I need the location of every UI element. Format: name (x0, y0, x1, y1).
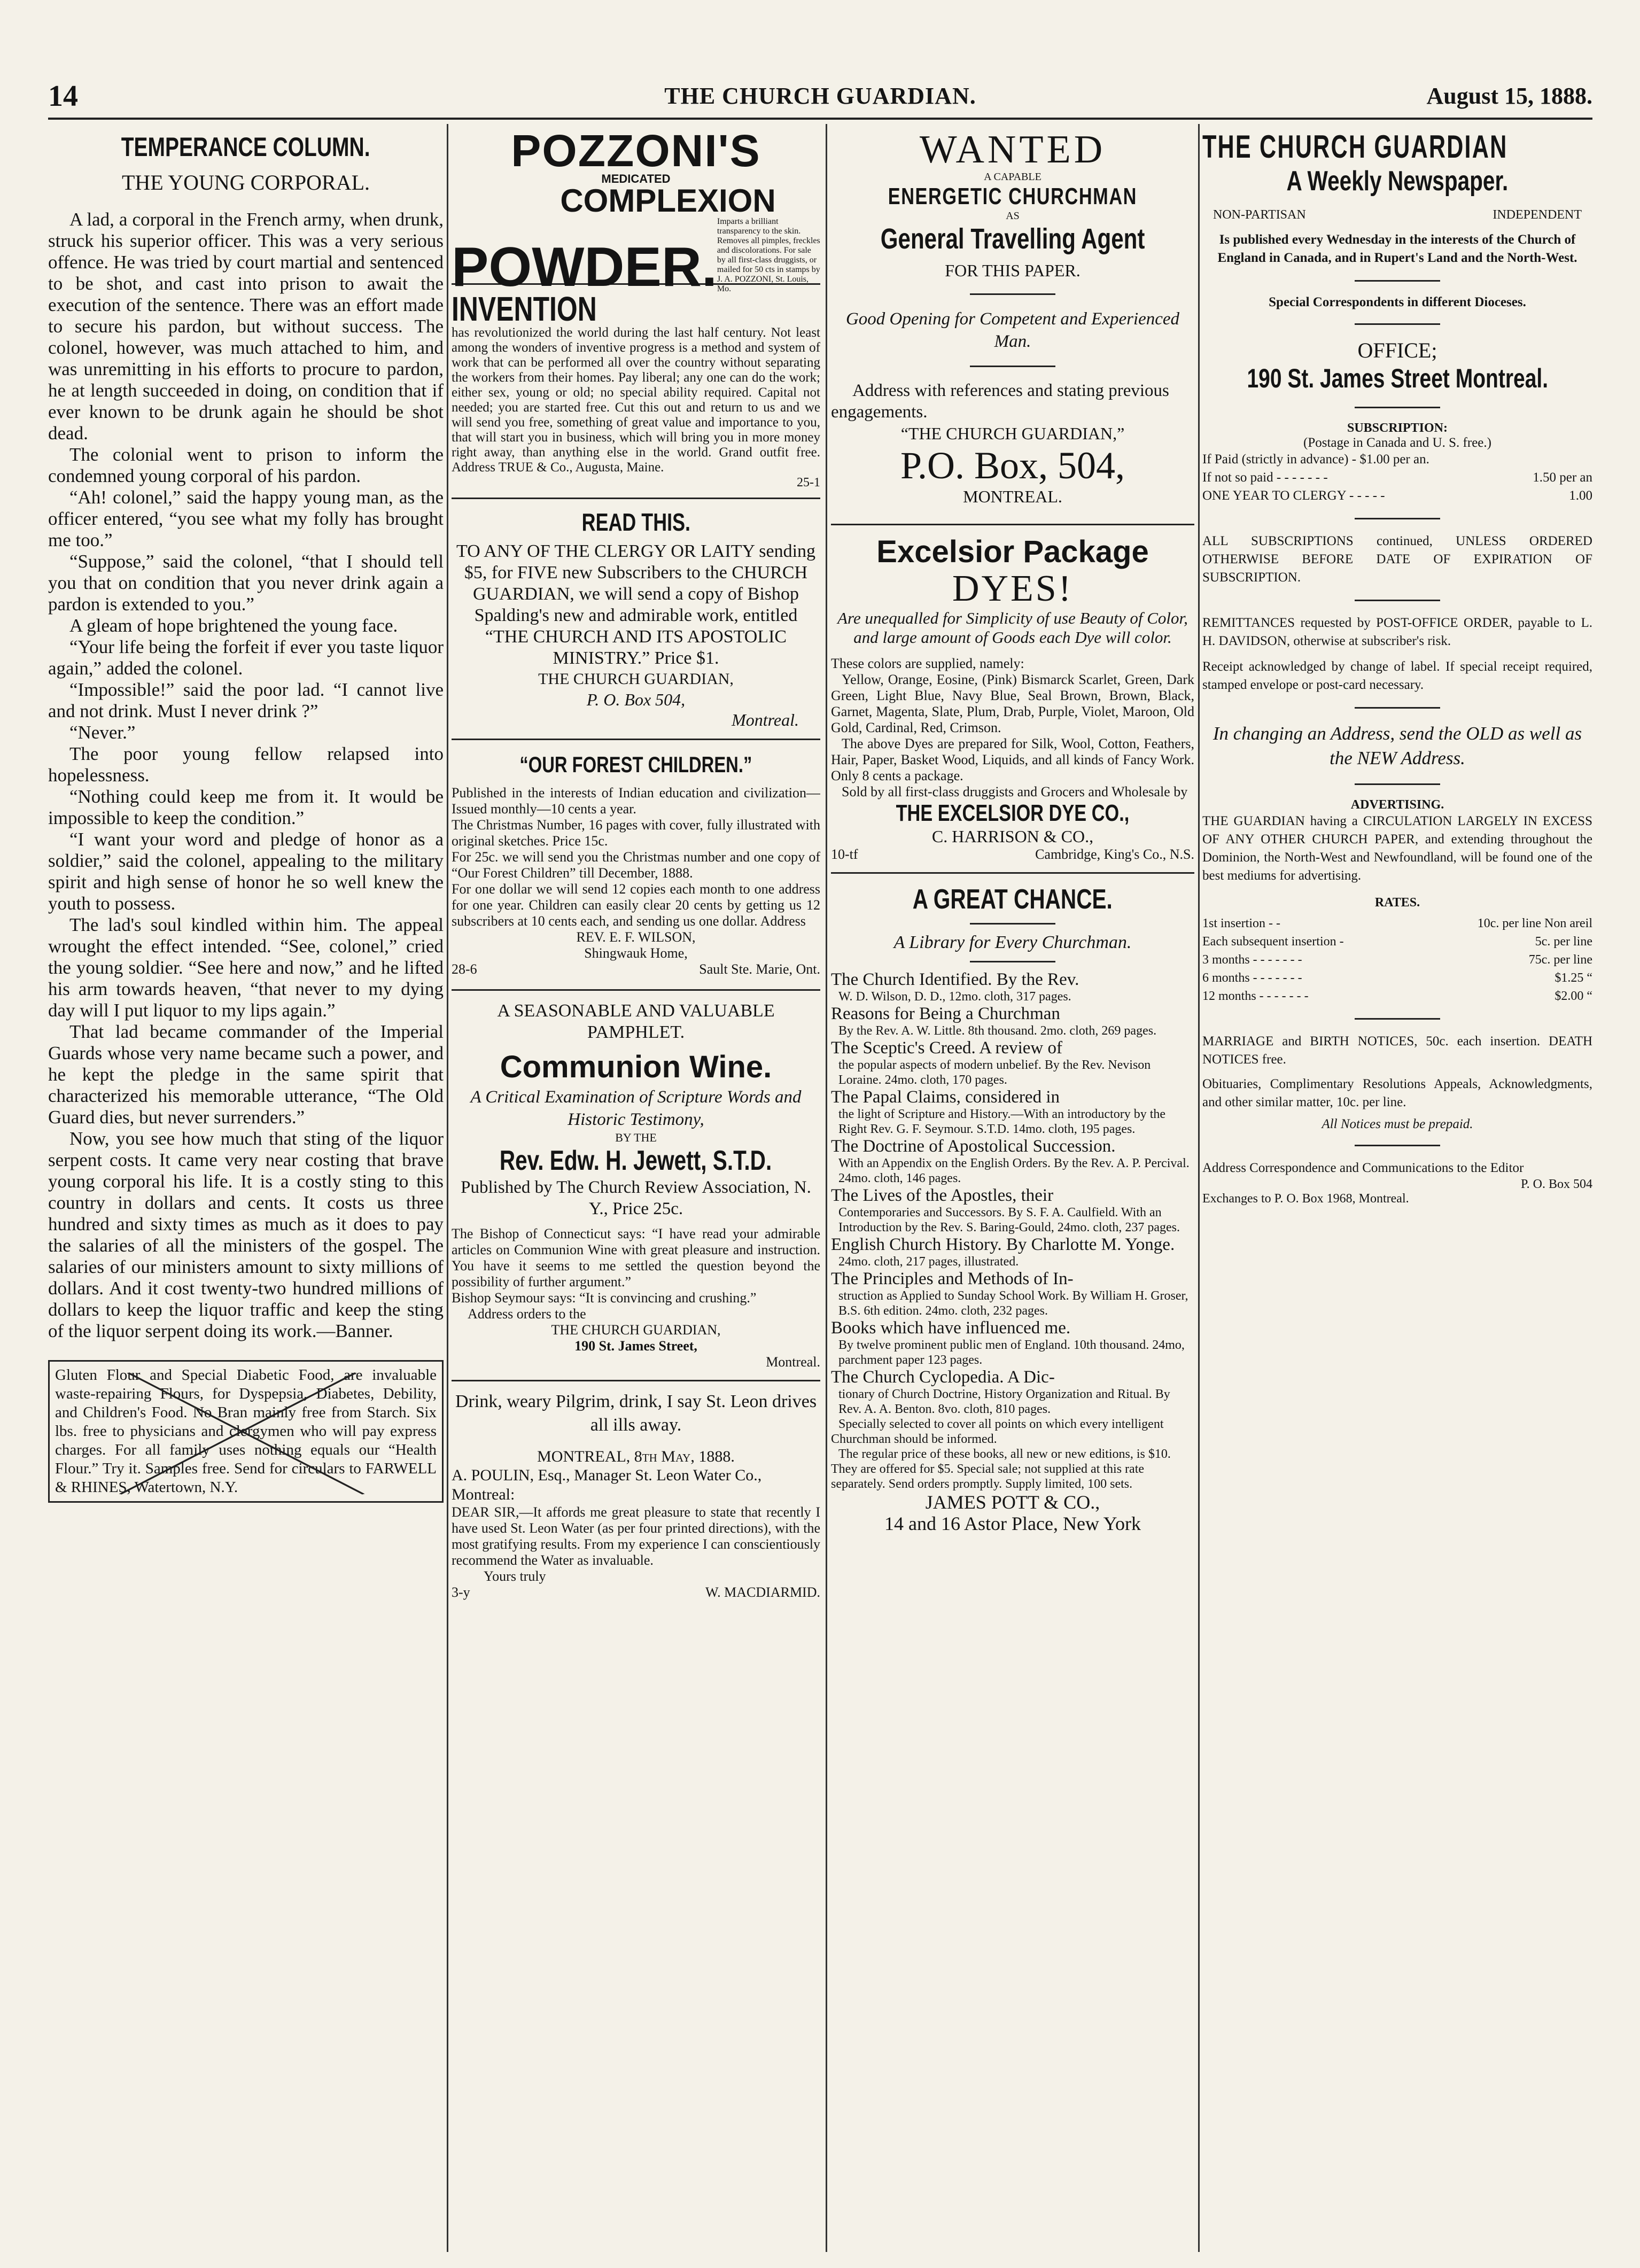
communion-wine-ad (452, 991, 820, 1381)
wanted-address: Address with references and stating previous engagements. (831, 381, 1169, 422)
book-item: The Principles and Methods of In- struction as Applied to Sunday School Work. By William H. Groser, B.S. 6th edition. 24mo. cloth, 232 pages. (831, 1269, 1188, 1318)
column-masthead (1202, 128, 1592, 2244)
rates-row: 1st insertion - - 10c. per line Non areil (1202, 916, 1592, 930)
book-list (831, 970, 1194, 1417)
book-item: Reasons for Being a Churchman By the Rev. A. W. Little. 8th thousand. 2mo. cloth, 269 pages. (831, 1004, 1157, 1038)
wine-publisher: Published by The Church Review Association, N. Y., Price 25c. (461, 1178, 811, 1218)
wanted-as: AS (1006, 210, 1020, 222)
wanted-energetic: ENERGETIC CHURCHMAN (888, 183, 1138, 209)
subscription-postage: (Postage in Canada and U. S. free.) (1303, 436, 1491, 450)
dyes-place: Cambridge, King's Co., N.S. (1035, 846, 1194, 862)
st-leon-ad (452, 1381, 820, 1609)
book-item: The Sceptic's Creed. A review of the popular aspects of modern unbelief. By the Rev. Nevison Loraine. 24mo. cloth, 170 pages. (831, 1038, 1151, 1087)
book-item: The Church Cyclopedia. A Dic- tionary of Church Doctrine, History Organization and Ritual. By Rev. A. A. Benton. 8vo. cloth, 810 pages. (831, 1368, 1170, 1416)
dyes-title-1: Excelsior Package (876, 534, 1149, 569)
story-paragraph: A lad, a corporal in the French army, when drunk, struck his superior officer. This was a very serious offence. He was tried by court martial and sentenced to be shot, and cast into prison to await the execution of the sentence. There was an effort made to secure his pardon, but without success. The colonel, however, was much attached to him, and was unremitting in his efforts to procure to pardon, he at length succeeded in doing, on condition that if ever known to be drunk again he should be shot dead. (48, 209, 444, 444)
column-advertisements-a (452, 128, 820, 2244)
cross-out-mark (50, 1362, 442, 1501)
st-leon-letter: DEAR SIR,—It affords me great pleasure to state that recently I have used St. Leon Water (as per four printed directions), with the most gratifying results. From my experience I can conscientiously recommend the Water as invaluable. (452, 1504, 820, 1568)
read-this-sign-2: P. O. Box 504, (586, 690, 686, 709)
story-paragraph: “Never.” (69, 722, 136, 743)
read-this-sign-3: Montreal. (732, 710, 799, 729)
wanted-ad (831, 128, 1194, 514)
subscription-row: If Paid (strictly in advance) - $1.00 per an. (1202, 452, 1429, 467)
pozzoni-medicated: MEDICATED (601, 172, 671, 185)
wine-orders: Address orders to the (468, 1306, 586, 1322)
published-statement: Is published every Wednesday in the interests of the Church of England in Canada, and in Rupert's Land and the North-West. (1217, 232, 1577, 265)
wanted-capable: A CAPABLE (984, 171, 1041, 183)
pozzoni-powder: POWDER. (452, 236, 717, 298)
rates-row: 6 months - - - - - - - $1.25 “ (1202, 971, 1592, 985)
story-body (48, 209, 444, 1342)
forest-paragraph: For one dollar we will send 12 copies each month to one address for one year. Children can easily clear 20 cents by getting us 12 subscribers at 10 cents each, and sending us one dollar. Address (452, 881, 820, 929)
invention-title: INVENTION (452, 290, 597, 328)
st-leon-code: 3-y (452, 1585, 470, 1600)
st-leon-recipient: A. POULIN, Esq., Manager St. Leon Water Co., Montreal: (452, 1466, 762, 1503)
obituaries-note: Obituaries, Complimentary Resolutions Appeals, Acknowledgments, and other similar matter, 10c. per line. (1202, 1077, 1592, 1109)
dyes-sold: Sold by all first-class druggists and Grocers and Wholesale by (842, 784, 1188, 799)
dyes-agent: C. HARRISON & CO., (931, 827, 1094, 846)
office-address: 190 St. James Street Montreal. (1247, 363, 1548, 393)
issue-date: August 15, 1888. (1426, 83, 1592, 109)
subscriptions-continued: ALL SUBSCRIPTIONS continued, UNLESS ORDERED OTHERWISE BEFORE DATE OF EXPIRATION OF SUBSCRIPTION. (1202, 534, 1592, 585)
forest-address-2: Shingwauk Home, (584, 945, 688, 961)
dyes-tagline: Are unequalled for Simplicity of use Beauty of Color, and large amount of Goods each Dye will color. (837, 609, 1188, 647)
wine-subtitle: A Critical Examination of Scripture Words and Historic Testimony, (470, 1088, 802, 1129)
dyes-colors-intro: These colors are supplied, namely: (831, 656, 1024, 671)
story-paragraph: “Nothing could keep me from it. It would be impossible to keep the condition.” (48, 786, 444, 828)
wanted-box: P.O. Box, 504, (900, 444, 1125, 487)
column-rule-3 (1198, 124, 1200, 2252)
wanted-city: MONTREAL. (963, 487, 1062, 506)
story-title: THE YOUNG CORPORAL. (121, 170, 370, 195)
subscription-row: If not so paid - - - - - - - 1.50 per an (1202, 470, 1592, 485)
temperance-heading: TEMPERANCE COLUMN. (121, 132, 370, 162)
pozzoni-complexion: COMPLEXION (560, 183, 776, 219)
story-paragraph: The colonial went to prison to inform the condemned young corporal of his pardon. (48, 444, 444, 486)
forest-address-3: Sault Ste. Marie, Ont. (699, 961, 820, 977)
gluten-flour-ad (48, 1360, 444, 1503)
forest-paragraph: For 25c. we will send you the Christmas number and one copy of “Our Forest Children” till December, 1888. (452, 849, 820, 881)
wine-by: BY THE (615, 1131, 657, 1144)
subscription-title: SUBSCRIPTION: (1347, 421, 1448, 435)
read-this-title: READ THIS. (581, 508, 690, 536)
dyes-title-2: DYES! (952, 568, 1074, 609)
forest-code: 28-6 (452, 961, 477, 977)
wanted-agent: General Travelling Agent (880, 223, 1145, 255)
wine-intro: A SEASONABLE AND VALUABLE PAMPHLET. (497, 1001, 775, 1042)
advertising-title: ADVERTISING. (1350, 798, 1444, 812)
book-item: The Church Identified. By the Rev. W. D. Wilson, D. D., 12mo. cloth, 317 pages. (831, 970, 1079, 1004)
chance-subtitle: A Library for Every Churchman. (893, 933, 1132, 952)
invention-ad (452, 285, 820, 499)
chance-address: 14 and 16 Astor Place, New York (884, 1513, 1141, 1534)
receipt-note: Receipt acknowledged by change of label. If special receipt required, stamped envelope or post-card necessary. (1202, 659, 1592, 692)
header-rule (48, 118, 1592, 120)
rates-row: 12 months - - - - - - - $2.00 “ (1202, 989, 1592, 1003)
pozzoni-ad (452, 128, 820, 298)
running-header (48, 79, 1592, 116)
story-paragraph: That lad became commander of the Imperial Guards whose very name became such a power, and he kept the pledge in the same spirit that characterized his memorable utterance, “The Old Guard dies, but never surrenders.” (48, 1021, 444, 1128)
chance-note-1: Specially selected to cover all points on which every intelligent Churchman should be informed. (831, 1417, 1164, 1446)
pozzoni-body: Imparts a brilliant transparency to the skin. Removes all pimples, freckles and discolorations. For sale by all first-class druggists, or mailed for 50 cts in stamps by J. A. POZZONI, St. Louis, Mo. (717, 217, 820, 293)
wine-order-1: THE CHURCH GUARDIAN, (551, 1322, 721, 1338)
dyes-code: 10-tf (831, 846, 858, 862)
wanted-title: WANTED (919, 128, 1106, 172)
read-this-ad (452, 499, 820, 740)
story-paragraph: “Suppose,” said the colonel, “that I should tell you that on condition that you never drink again a pardon is extended to you.” (48, 551, 444, 615)
wine-quote-1: The Bishop of Connecticut says: “I have read your admirable articles on Communion Wine with great pleasure and instruction. You have it seems to me settled the question beyond the possibility of further argument.” (452, 1226, 820, 1290)
wanted-for: FOR THIS PAPER. (945, 261, 1081, 280)
masthead-weekly: A Weekly Newspaper. (1286, 166, 1509, 197)
forest-address-1: REV. E. F. WILSON, (576, 929, 696, 945)
independent-label: INDEPENDENT (1493, 208, 1582, 222)
story-paragraph: “I want your word and pledge of honor as a soldier,” said the colonel, appealing to the military spirit and high sense of honor he so well knew the youth to possess. (48, 829, 444, 914)
dyes-colors: Yellow, Orange, Eosine, (Pink) Bismarck Scarlet, Green, Dark Green, Light Blue, Navy Blue, Seal Brown, Brown, Black, Garnet, Magenta, Slate, Plum, Drab, Purple, Violet, Maroon, Old Gold, Cardinal, Red, Crimson. (831, 672, 1194, 735)
office-label: OFFICE; (1357, 338, 1437, 362)
story-paragraph: “Your life being the forfeit if ever you taste liquor again,” added the colonel. (48, 636, 444, 679)
subscription-row: ONE YEAR TO CLERGY - - - - - 1.00 (1202, 488, 1592, 503)
forest-paragraph: The Christmas Number, 16 pages with cover, fully illustrated with original sketches. Price 15c. (452, 817, 820, 849)
column-temperance (48, 128, 444, 2244)
change-address-note: In changing an Address, send the OLD as well as the NEW Address. (1212, 723, 1582, 768)
chance-note-2: The regular price of these books, all new or new editions, is $10. They are offered for $5. Special sale; not supplied at this rate separately. Send orders promptly. Supply limited, 100 sets. (831, 1447, 1171, 1491)
wanted-paper: “THE CHURCH GUARDIAN,” (900, 424, 1125, 443)
wine-quote-2: Bishop Seymour says: “It is convincing and crushing.” (452, 1290, 757, 1306)
story-paragraph: The poor young fellow relapsed into hopelessness. (48, 743, 444, 786)
paper-title: THE CHURCH GUARDIAN. (664, 83, 976, 109)
page-number: 14 (48, 80, 78, 113)
great-chance-ad (831, 883, 1194, 1534)
gluten-flour-text: Gluten Flour and Special Diabetic Food, are invaluable waste-repairing Flours, for Dyspepsia, Diabetes, Debility, and Children's Food. No Bran mainly free from Starch. Six lbs. free to physicians and clergymen who will pay express charges. For all family uses nothing equals our “Health Flour.” Try it. Samples free. Send for circulars to FARWELL & RHINES, Watertown, N.Y. (55, 1366, 437, 1496)
column-rule-2 (826, 124, 827, 2252)
marriage-notices: MARRIAGE and BIRTH NOTICES, 50c. each insertion. DEATH NOTICES free. (1202, 1034, 1592, 1067)
book-item: Books which have influenced me. By twelve prominent public men of England. 10th thousand. 24mo, parchment paper 123 pages. (831, 1318, 1185, 1367)
rates-row: Each subsequent insertion - 5c. per line (1202, 935, 1592, 949)
excelsior-dyes-ad (831, 535, 1194, 863)
read-this-sign-1: THE CHURCH GUARDIAN, (538, 670, 734, 688)
forest-paragraph: Published in the interests of Indian education and civilization—Issued monthly—10 cents a year. (452, 785, 820, 817)
forest-title: “OUR FOREST CHILDREN.” (519, 752, 752, 777)
wanted-opening: Good Opening for Competent and Experienced Man. (845, 309, 1180, 351)
correspondents-note: Special Correspondents in different Dioceses. (1269, 295, 1526, 309)
exchanges-note: Exchanges to P. O. Box 1968, Montreal. (1202, 1192, 1409, 1206)
rates-table (1202, 914, 1592, 1005)
wine-title: Communion Wine. (500, 1050, 772, 1084)
dyes-company: THE EXCELSIOR DYE CO., (896, 800, 1130, 826)
chance-title: A GREAT CHANCE. (912, 884, 1113, 915)
remittances-note: REMITTANCES requested by POST-OFFICE ORDER, payable to L. H. DAVIDSON, otherwise at subscriber's risk. (1202, 616, 1592, 648)
prepaid-note: All Notices must be prepaid. (1322, 1117, 1473, 1131)
st-leon-signature: W. MACDIARMID. (705, 1585, 820, 1600)
wine-order-2: 190 St. James Street, (574, 1338, 697, 1354)
story-paragraph: “Ah! colonel,” said the happy young man, as the officer entered, “you see what my folly has brought me too.” (48, 487, 444, 550)
column-advertisements-b (831, 128, 1194, 2244)
masthead-title: THE CHURCH GUARDIAN (1202, 129, 1508, 165)
rates-row: 3 months - - - - - - - 75c. per line (1202, 953, 1592, 967)
st-leon-yours: Yours truly (484, 1568, 546, 1584)
story-paragraph: The lad's soul kindled within him. The appeal wrought the effect intended. “See, colonel,” cried the young soldier. “See here and now,” and he lifted his arm towards heaven, “that never to my dying day will I put liquor to my lips again.” (48, 914, 444, 1021)
invention-code: 25-1 (797, 476, 820, 490)
rates-title: RATES. (1374, 896, 1420, 910)
invention-body: has revolutionized the world during the last half century. Not least among the wonders of inventive progress is a method and system of work that can be performed all over the country without separating the workers from their homes. Pay liberal; any one can do the work; either sex, young or old; no special ability required. Capital not needed; you are started free. Cut this out and return to us and we will send you free, something of great value and importance to you, that will start you in business, which will bring you in more money right away, than anything else in the world. Grand outfit free. Address TRUE & Co., Augusta, Maine. (452, 325, 820, 475)
subscription-table (1202, 451, 1592, 505)
dyes-prepared: The above Dyes are prepared for Silk, Wool, Cotton, Feathers, Hair, Paper, Basket Wood, Liquids, and all kinds of Fancy Work. Only 8 cents a package. (831, 736, 1194, 783)
wine-author: Rev. Edw. H. Jewett, S.T.D. (500, 1145, 772, 1176)
st-leon-date: MONTREAL, 8th May, 1888. (537, 1448, 735, 1465)
read-this-body: TO ANY OF THE CLERGY OR LAITY sending $5, for FIVE new Subscribers to the CHURCH GUARDIAN, we will send a copy of Bishop Spalding's new and admirable work, entitled “THE CHURCH AND ITS APOSTOLIC MINISTRY.” Price $1. (456, 541, 816, 668)
editor-box: P. O. Box 504 (1520, 1177, 1592, 1191)
book-item: English Church History. By Charlotte M. Yonge. 24mo. cloth, 217 pages, illustrated. (831, 1235, 1175, 1269)
nonpartisan-label: NON-PARTISAN (1213, 208, 1306, 222)
book-item: The Doctrine of Apostolical Succession. With an Appendix on the English Orders. By the Rev. A. P. Percival. 24mo. cloth, 146 pages. (831, 1137, 1190, 1185)
book-item: The Lives of the Apostles, their Contemporaries and Successors. By S. F. A. Caulfield. With an Introduction by the Rev. S. Baring-Gould, 24mo. cloth, 237 pages. (831, 1186, 1180, 1234)
correspondence-note: Address Correspondence and Communications to the Editor (1202, 1161, 1524, 1175)
forest-children-ad (452, 740, 820, 991)
story-paragraph: “Impossible!” said the poor lad. “I cannot live and not drink. Must I never drink ?” (48, 679, 444, 721)
column-rule-1 (447, 124, 448, 2252)
wine-order-3: Montreal. (766, 1354, 820, 1370)
st-leon-verse: Drink, weary Pilgrim, drink, I say St. Leon drives all ills away. (455, 1392, 817, 1435)
story-paragraph: A gleam of hope brightened the young face. (69, 615, 398, 636)
chance-seller: JAMES POTT & CO., (925, 1492, 1100, 1513)
story-paragraph: Now, you see how much that sting of the liquor serpent costs. It came very near costing that brave young corporal his life. It is a costly sting to this country in dollars and cents. It costs us three hundred and sixty times as much as it does to pay the salaries of all the ministers of the gospel. The salaries of our ministers amount to sixty millions of dollars. And it cost twenty-two hundred millions of dollars to keep the liquor traffic and keep the sting of the liquor serpent doing its work.—Banner. (48, 1128, 444, 1341)
pozzoni-name: POZZONI'S (511, 128, 761, 176)
book-item: The Papal Claims, considered in the light of Scripture and History.—With an introductory by the Right Rev. G. F. Seymour. S.T.D. 14mo. cloth, 195 pages. (831, 1088, 1166, 1136)
advertising-body: THE GUARDIAN having a CIRCULATION LARGELY IN EXCESS OF ANY OTHER CHURCH PAPER, and extending throughout the Dominion, the North-West and Newfoundland, will be found one of the best mediums for advertising. (1202, 814, 1592, 883)
